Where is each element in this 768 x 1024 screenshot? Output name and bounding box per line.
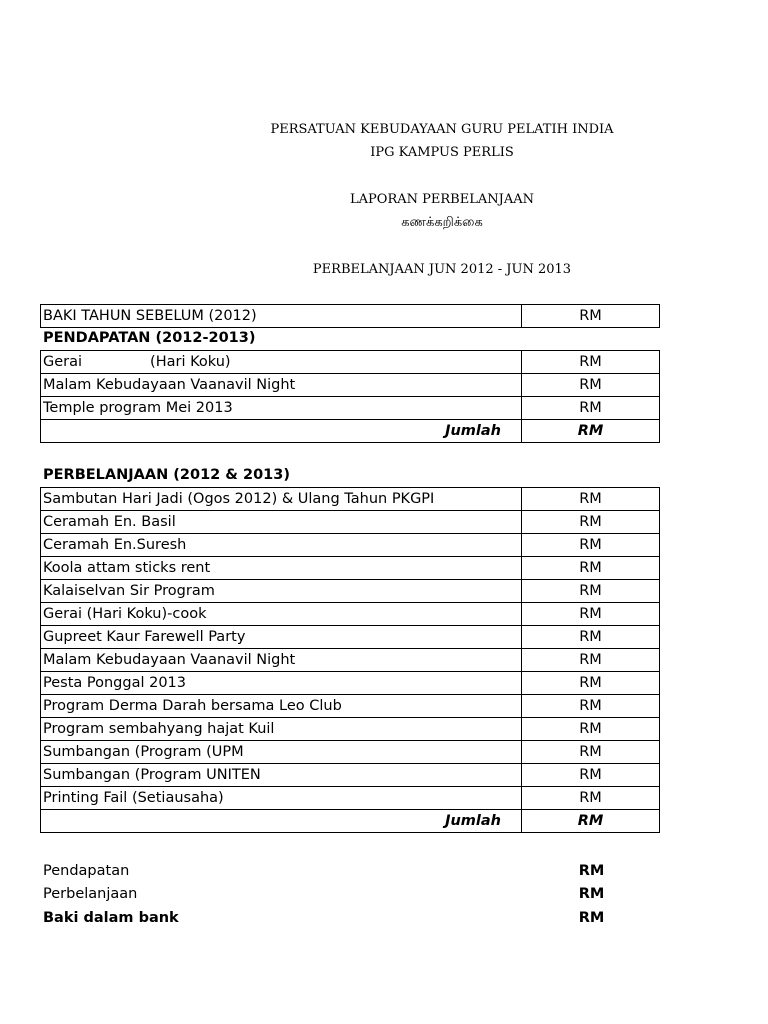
expenses-total-label: Jumlah (41, 810, 522, 833)
table-row (41, 534, 660, 557)
expenses-heading: PERBELANJAAN (2012 & 2013) (43, 467, 290, 483)
expense-item-amount: RM (522, 511, 660, 534)
table-row (41, 603, 660, 626)
summary-income-label: Pendapatan (43, 863, 130, 879)
table-row (41, 580, 660, 603)
table-row (41, 672, 660, 695)
expense-item-label: Kalaiselvan Sir Program (41, 580, 522, 603)
table-row (41, 305, 660, 328)
expense-item-label: Gerai (Hari Koku)-cook (41, 603, 522, 626)
expense-item-amount: RM (522, 626, 660, 649)
summary-bank-balance-row (43, 909, 660, 932)
expense-item-label: Gupreet Kaur Farewell Party (41, 626, 522, 649)
expense-item-label: Malam Kebudayaan Vaanavil Night (41, 649, 522, 672)
expense-item-label: Ceramah En. Basil (41, 511, 522, 534)
income-item-amount: RM (522, 374, 660, 397)
income-item-label-part: Gerai (43, 353, 83, 370)
campus-name: IPG KAMPUS PERLIS (370, 145, 514, 160)
expense-item-label: Pesta Ponggal 2013 (41, 672, 522, 695)
expense-item-label: Koola attam sticks rent (41, 557, 522, 580)
expense-item-label: Program sembahyang hajat Kuil (41, 718, 522, 741)
table-row (41, 626, 660, 649)
expense-item-label: Program Derma Darah bersama Leo Club (41, 695, 522, 718)
income-item-label: Malam Kebudayaan Vaanavil Night (41, 374, 522, 397)
table-row (41, 787, 660, 810)
income-heading: PENDAPATAN (2012-2013) (43, 330, 256, 346)
table-row (41, 511, 660, 534)
income-item-amount: RM (522, 351, 660, 374)
table-row (41, 351, 660, 374)
previous-balance-table (40, 304, 660, 328)
expense-item-amount: RM (522, 488, 660, 511)
table-row (41, 649, 660, 672)
expense-item-amount: RM (522, 534, 660, 557)
table-row (41, 374, 660, 397)
expense-item-amount: RM (522, 580, 660, 603)
income-table (40, 350, 660, 443)
expense-item-amount: RM (522, 764, 660, 787)
income-item-amount: RM (522, 397, 660, 420)
income-total-row (41, 420, 660, 443)
expense-item-amount: RM (522, 787, 660, 810)
expense-item-label: Printing Fail (Setiausaha) (41, 787, 522, 810)
report-period: PERBELANJAAN JUN 2012 - JUN 2013 (312, 262, 572, 277)
table-row (41, 764, 660, 787)
table-row (41, 557, 660, 580)
organization-name: PERSATUAN KEBUDAYAAN GURU PELATIH INDIA (270, 122, 614, 137)
expense-item-amount: RM (522, 603, 660, 626)
table-row (41, 718, 660, 741)
expense-item-label: Sumbangan (Program (UPM (41, 741, 522, 764)
summary-income-row (43, 862, 660, 885)
expenses-table (40, 487, 660, 833)
previous-balance-label: BAKI TAHUN SEBELUM (2012) (41, 305, 522, 328)
table-row (41, 397, 660, 420)
table-row (41, 695, 660, 718)
expense-item-amount: RM (522, 672, 660, 695)
income-total-label: Jumlah (41, 420, 522, 443)
expense-item-amount: RM (522, 695, 660, 718)
expense-item-amount: RM (522, 557, 660, 580)
expense-item-label: Sambutan Hari Jadi (Ogos 2012) & Ulang Tahun PKGPI (41, 488, 522, 511)
expense-item-amount: RM (522, 649, 660, 672)
summary-income-amount: RM (578, 863, 605, 879)
expenses-total-row (41, 810, 660, 833)
table-row (41, 741, 660, 764)
income-item-label (41, 351, 522, 374)
summary-section (43, 862, 660, 932)
expense-item-amount: RM (522, 741, 660, 764)
summary-expenses-row (43, 885, 660, 908)
summary-bank-balance-label: Baki dalam bank (43, 909, 179, 926)
income-item-label: Temple program Mei 2013 (41, 397, 522, 420)
summary-expenses-label: Perbelanjaan (43, 886, 138, 903)
expense-item-label: Sumbangan (Program UNITEN (41, 764, 522, 787)
income-item-label-part: (Hari Koku) (150, 353, 231, 370)
summary-expenses-amount: RM (578, 886, 605, 903)
table-row (41, 488, 660, 511)
expense-item-amount: RM (522, 718, 660, 741)
income-total-amount: RM (522, 420, 660, 443)
previous-balance-amount: RM (522, 305, 660, 328)
report-title-tamil: கணக்கறிக்கை (401, 215, 483, 230)
summary-bank-balance-amount: RM (578, 909, 605, 926)
expenses-total-amount: RM (522, 810, 660, 833)
expense-item-label: Ceramah En.Suresh (41, 534, 522, 557)
report-title: LAPORAN PERBELANJAAN (350, 192, 534, 207)
